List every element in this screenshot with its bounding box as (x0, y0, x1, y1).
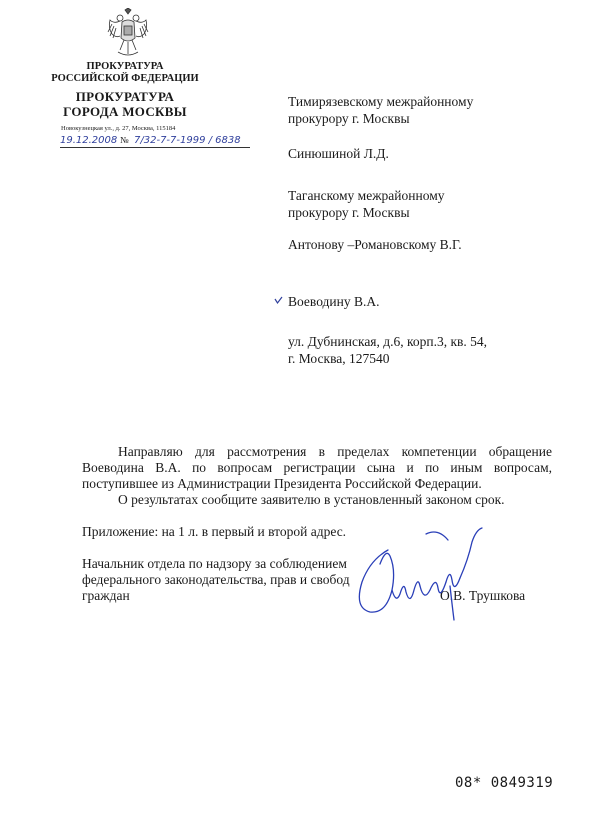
signer-title-line3: граждан (82, 588, 130, 603)
double-headed-eagle-emblem (106, 8, 150, 58)
office-title-line2: ГОРОДА МОСКВЫ (63, 104, 187, 119)
handwritten-number: 7/32-7-7-1999 / 6838 (134, 135, 241, 146)
recipient2-line2: прокурору г. Москвы (288, 205, 410, 220)
attachment-note: Приложение: на 1 л. в первый и второй адрес. (82, 524, 347, 539)
document-serial-number: 08* 0849319 (455, 775, 554, 791)
recipient3-address-line1: ул. Дубнинская, д.6, корп.3, кв. 54, (288, 334, 488, 349)
body-paragraph1-line2: Воеводина В.А. по вопросам регистрации сына и по иным вопросам, (82, 460, 552, 475)
recipient1-line1: Тимирязевскому межрайонному (288, 94, 474, 109)
signer-name: О.В. Трушкова (440, 588, 526, 603)
signer-title-line2: федерального законодательства, прав и свобод (82, 572, 350, 587)
recipient2-name: Антонову –Романовскому В.Г. (288, 237, 462, 252)
handwritten-check-mark (274, 296, 283, 305)
recipient2-line1: Таганскому межрайонному (288, 188, 445, 203)
org-title-line2: РОССИЙСКОЙ ФЕДЕРАЦИИ (51, 73, 199, 84)
handwritten-date: 19.12.2008 (60, 135, 118, 146)
recipient1-name: Синюшиной Л.Д. (288, 146, 389, 161)
recipient3-name: Воеводину В.А. (288, 294, 380, 309)
body-paragraph1-line3: поступившее из Администрации Президента Российской Федерации. (82, 476, 482, 491)
signer-title-line1: Начальник отдела по надзору за соблюдением (82, 556, 347, 571)
recipient1-line2: прокурору г. Москвы (288, 111, 410, 126)
body-paragraph1-line1: Направляю для рассмотрения в пределах компетенции обращение (118, 444, 552, 459)
date-underline (60, 147, 142, 148)
office-title-line1: ПРОКУРАТУРА (75, 89, 175, 104)
number-sign: № (120, 135, 129, 145)
handwritten-signature (340, 520, 490, 630)
office-address: Новокузнецкая ул., д. 27, Москва, 115184 (61, 125, 176, 132)
recipient3-address-line2: г. Москва, 127540 (288, 351, 390, 366)
number-underline (132, 147, 250, 148)
body-paragraph2: О результатах сообщите заявителю в установленный законом срок. (118, 492, 505, 507)
org-title-line1: ПРОКУРАТУРА (86, 61, 164, 72)
